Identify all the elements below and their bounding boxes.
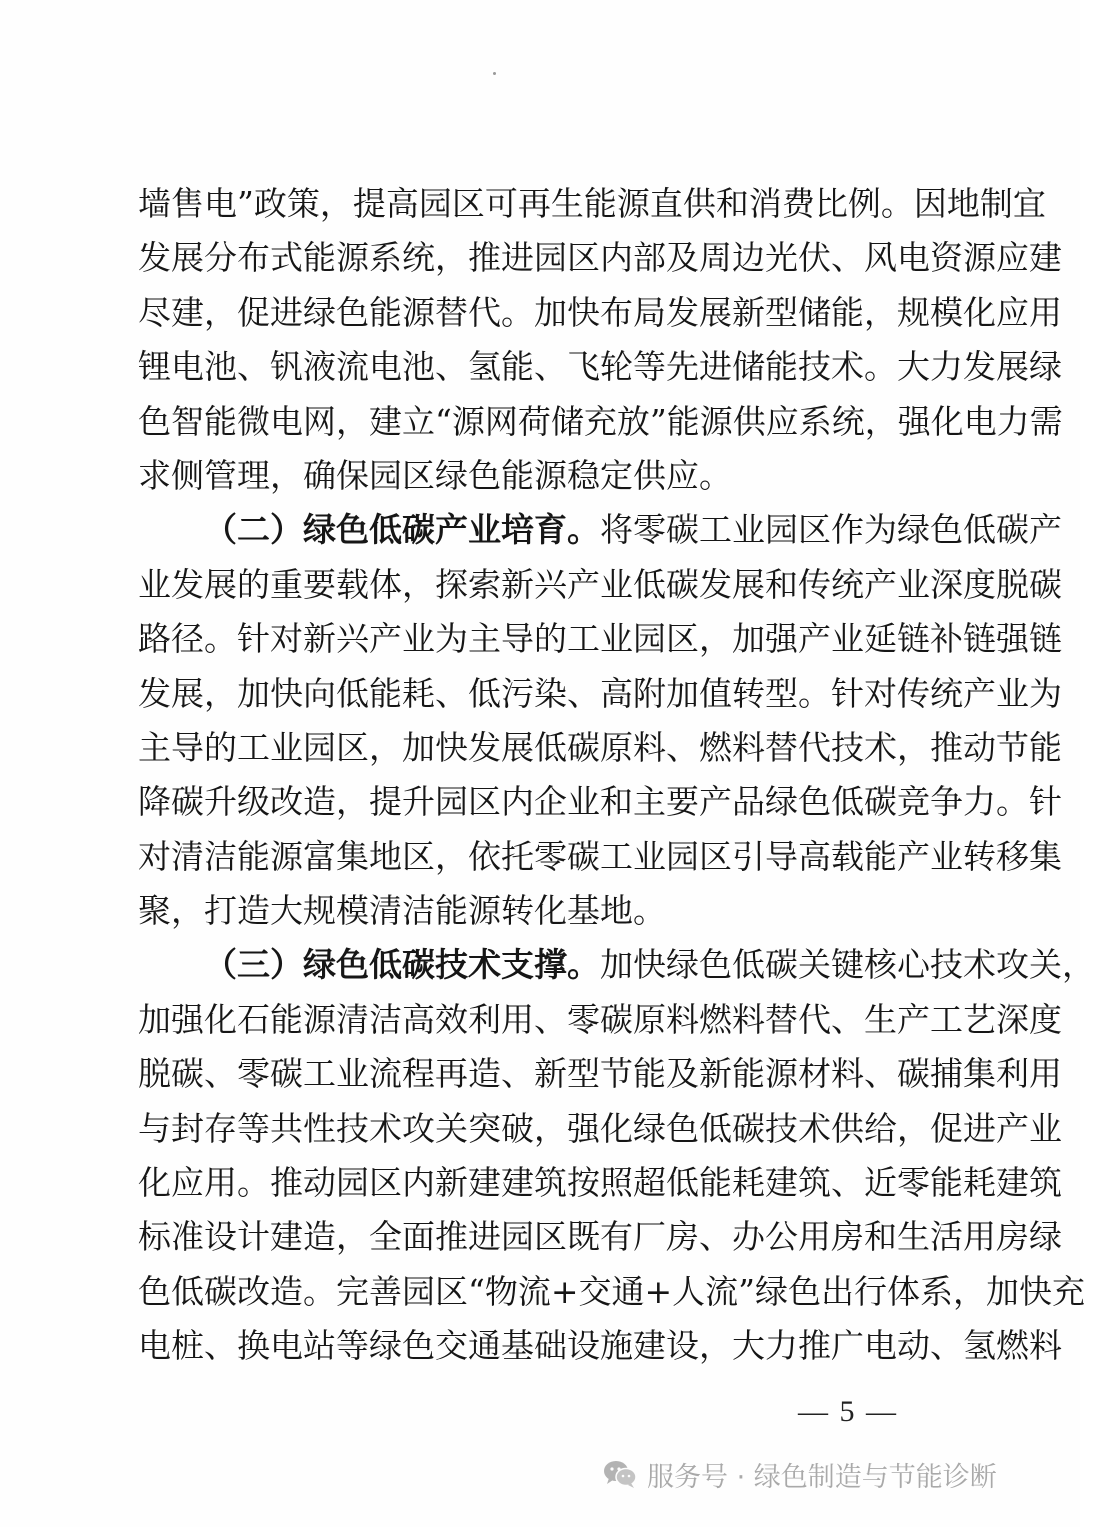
section-2-heading: （二）绿色低碳产业培育。	[204, 510, 600, 550]
paragraph-line: 脱碳、零碳工业流程再造、新型节能及新能源材料、碳捕集利用	[138, 1054, 1062, 1094]
paragraph-line: 求侧管理，确保园区绿色能源稳定供应。	[138, 455, 732, 495]
paragraph-line: 墙售电”政策，提高园区可再生能源直供和消费比例。因地制宜	[138, 184, 1046, 223]
paragraph-line: 发展，加快向低能耗、低污染、高附加值转型。针对传统产业为	[138, 673, 1062, 713]
body-text	[138, 177, 1095, 1374]
paragraph-line: 化应用。推动园区内新建建筑按照超低能耗建筑、近零能耗建筑	[138, 1163, 1062, 1203]
paragraph-line: 发展分布式能源系统，推进园区内部及周边光伏、风电资源应建	[138, 238, 1062, 278]
scan-dot	[493, 72, 496, 75]
section-3-first-line	[138, 938, 1095, 992]
paragraph-line: 主导的工业园区，加快发展低碳原料、燃料替代技术，推动节能	[138, 727, 1062, 767]
watermark-text: 服务号 · 绿色制造与节能诊断	[647, 1461, 997, 1493]
section-2-first-line-text: 将零碳工业园区作为绿色低碳产	[600, 510, 1062, 550]
paragraph-line: 降碳升级改造，提升园区内企业和主要产品绿色低碳竞争力。针	[138, 782, 1062, 822]
paragraph-line: 业发展的重要载体，探索新兴产业低碳发展和传统产业深度脱碳	[138, 564, 1062, 604]
paragraph-line: 色低碳改造。完善园区“物流+交通+人流”绿色出行体系，加快充	[138, 1271, 1086, 1311]
paragraph-line: 尽建，促进绿色能源替代。加快布局发展新型储能，规模化应用	[138, 292, 1062, 332]
section-3-heading: （三）绿色低碳技术支撑。	[204, 945, 600, 985]
paragraph-line: 加强化石能源清洁高效利用、零碳原料燃料替代、生产工艺深度	[138, 999, 1062, 1039]
paragraph-line: 色智能微电网，建立“源网荷储充放”能源供应系统，强化电力需	[138, 401, 1063, 441]
page-number: — 5 —	[798, 1395, 898, 1428]
paragraph-line: 锂电池、钒液流电池、氢能、飞轮等先进储能技术。大力发展绿	[138, 347, 1062, 387]
paragraph-line: 对清洁能源富集地区，依托零碳工业园区引导高载能产业转移集	[138, 836, 1062, 876]
paragraph-line: 与封存等共性技术攻关突破，强化绿色低碳技术供给，促进产业	[138, 1108, 1062, 1148]
section-2-first-line	[138, 503, 1062, 557]
paragraph-line: 电桩、换电站等绿色交通基础设施建设，大力推广电动、氢燃料	[138, 1326, 1062, 1366]
paragraph-line: 路径。针对新兴产业为主导的工业园区，加强产业延链补链强链	[138, 619, 1062, 659]
paragraph-line: 标准设计建造，全面推进园区既有厂房、办公用房和生活用房绿	[138, 1217, 1062, 1257]
paragraph-line: 聚，打造大规模清洁能源转化基地。	[138, 891, 666, 931]
section-3-first-line-text: 加快绿色低碳关键核心技术攻关，	[600, 945, 1095, 985]
watermark	[603, 1452, 997, 1496]
wechat-icon	[603, 1459, 637, 1489]
